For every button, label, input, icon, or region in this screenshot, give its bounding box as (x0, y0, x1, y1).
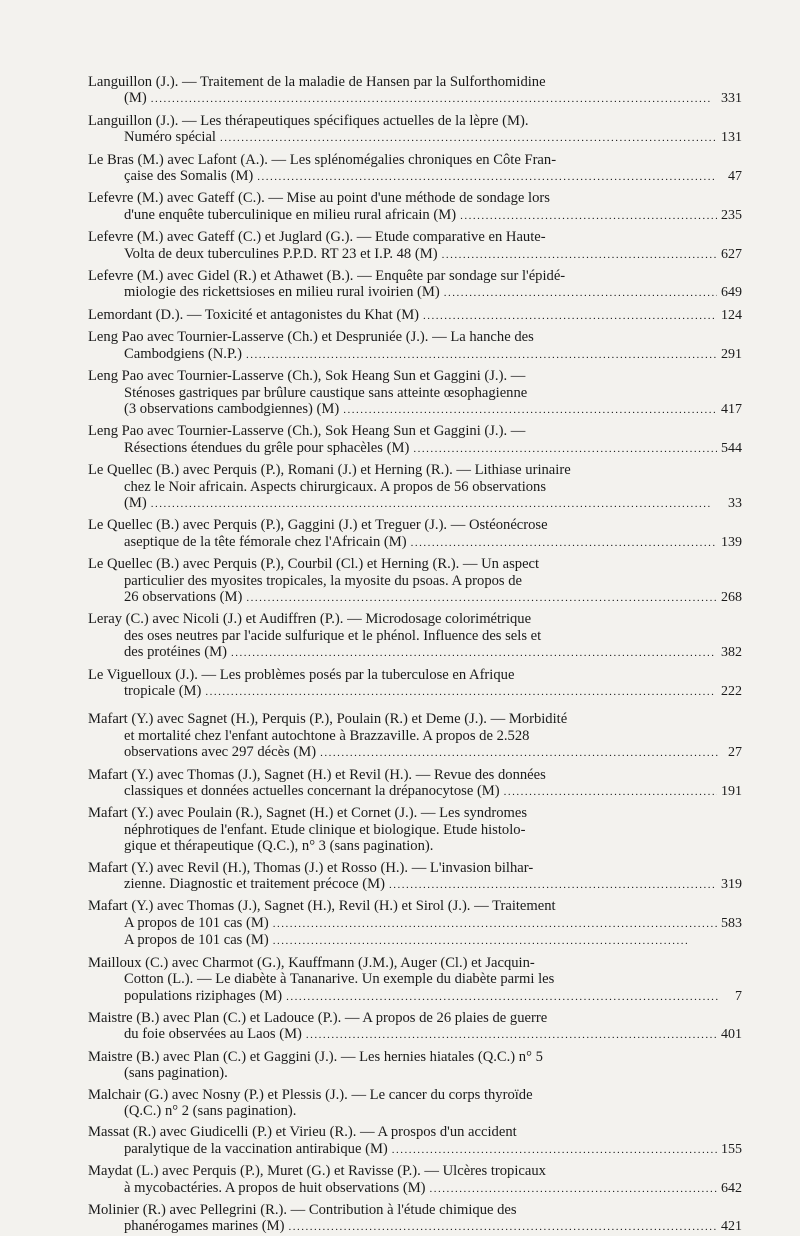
leader-dots (442, 247, 717, 263)
page-number: 155 (721, 1141, 742, 1157)
entry-last-line: (3 observations cambodgiennes) (M) ..... 417 (88, 401, 694, 418)
leader-dots (444, 285, 717, 301)
entry-last-line: A propos de 101 cas (M) ..... 583 (88, 915, 694, 932)
index-entry (88, 423, 742, 457)
page-number: 642 (721, 1180, 742, 1196)
entry-line: (sans pagination). (124, 1065, 228, 1082)
page-number: 47 (728, 169, 742, 185)
leader-dots (286, 989, 718, 1005)
page-number: 33 (728, 495, 742, 511)
entry-last-line: 26 observations (M) ..... 268 (88, 589, 694, 606)
index-entry (88, 611, 742, 661)
page-number: 131 (721, 130, 742, 146)
entry-last-line: paralytique de la vaccination antirabique (M) ..... 155 (88, 1141, 694, 1158)
index-entry (88, 306, 742, 324)
index-entry (88, 1049, 694, 1082)
index-entry (88, 666, 742, 701)
page-number: 291 (721, 346, 742, 362)
leader-dots (411, 535, 717, 551)
entry-line: Lefevre (M.) avec Gidel (R.) et Athawet (B.). — Enquête par sondage sur l'épidé- (88, 268, 566, 285)
page-number: 417 (721, 401, 742, 417)
index-entries (88, 74, 742, 1236)
entry-line: Mafart (Y.) avec Poulain (R.), Sagnet (H.) et Cornet (J.). — Les syndromes (88, 805, 528, 822)
index-entry (88, 1201, 742, 1236)
index-entry (88, 462, 742, 512)
entry-line: Le Viguelloux (J.). — Les problèmes posés par la tuberculose en Afrique (88, 666, 515, 683)
index-entry (88, 1087, 694, 1120)
entry-last-line: Résections étendues du grêle pour sphacèles (M) ..... 544 (88, 440, 694, 457)
leader-dots (151, 91, 712, 107)
leader-dots (205, 684, 714, 700)
index-entry (88, 151, 742, 186)
entry-line: Maistre (B.) avec Plan (C.) et Gaggini (J.). — Les hernies hiatales (Q.C.) n° 5 (88, 1048, 543, 1065)
entry-last-line: Lemordant (D.). — Toxicité et antagonistes du Khat (M) ..... 124 (88, 307, 694, 324)
leader-dots (231, 645, 715, 661)
entry-line: des oses neutres par l'acide sulfurique et le phénol. Influence des sels et (124, 627, 542, 644)
index-entry (88, 74, 742, 108)
leader-dots (320, 745, 719, 761)
entry-line: Le Quellec (B.) avec Perquis (P.), Romani (J.) et Herning (R.). — Lithiase urinaire (88, 462, 571, 479)
entry-last-line: Numéro spécial ..... 131 (88, 129, 694, 146)
entry-line: et mortalité chez l'enfant autochtone à Brazzaville. A propos de 2.528 (124, 727, 530, 744)
leader-dots (389, 877, 717, 893)
page-number: 627 (721, 246, 742, 262)
page-number: 421 (721, 1219, 742, 1235)
entry-last-line: phanérogames marines (M) ..... 421 (88, 1218, 694, 1235)
leader-dots (392, 1142, 717, 1158)
page-number: 268 (721, 589, 742, 605)
entry-last-line: miologie des rickettsioses en milieu rural ivoirien (M) ..... 649 (88, 284, 694, 301)
entry-line: chez le Noir africain. Aspects chirurgicaux. A propos de 56 observations (124, 478, 547, 495)
page-number: 222 (721, 684, 742, 699)
index-entry (88, 954, 742, 1005)
leader-dots (257, 169, 716, 185)
entry-line: Leng Pao avec Tournier-Lasserve (Ch.), Sok Heang Sun et Gaggini (J.). — (88, 423, 526, 440)
page-number: 382 (721, 645, 742, 661)
index-entry (88, 1124, 742, 1158)
index-entry (88, 556, 742, 606)
entry-line: Lefevre (M.) avec Gateff (C.) et Juglard (G.). — Etude comparative en Haute- (88, 229, 546, 246)
entry-last-line: du foie observées au Laos (M) ..... 401 (88, 1026, 694, 1043)
index-entry (88, 229, 742, 263)
index-entry (88, 517, 742, 551)
page-number: 124 (721, 307, 742, 323)
leader-dots (306, 1027, 717, 1043)
index-entry (88, 112, 742, 147)
leader-dots (151, 496, 712, 512)
entry-last-line: (M) ..... 331 (88, 90, 694, 107)
entry-line: Le Bras (M.) avec Lafont (A.). — Les splénomégalies chroniques en Côte Fran- (88, 151, 557, 168)
entry-line: Maistre (B.) avec Plan (C.) et Ladouce (P.). — A propos de 26 plaies de guerre (88, 1009, 548, 1026)
leader-dots (246, 590, 716, 606)
leader-dots (343, 402, 717, 418)
entry-line: Lefevre (M.) avec Gateff (C.). — Mise au point d'une méthode de sondage lors (88, 190, 550, 207)
index-entry (88, 1163, 742, 1197)
entry-line: Maydat (L.) avec Perquis (P.), Muret (G.) et Ravisse (P.). — Ulcères tropicaux (88, 1163, 546, 1180)
entry-line: Leray (C.) avec Nicoli (J.) et Audiffren (P.). — Microdosage colorimétrique (88, 611, 532, 628)
index-entry (88, 1009, 742, 1044)
entry-line: Mafart (Y.) avec Revil (H.), Thomas (J.) et Rosso (H.). — L'invasion bilhar- (88, 859, 534, 876)
index-entry (88, 766, 742, 801)
leader-dots (413, 441, 717, 457)
page-number: 544 (721, 440, 742, 456)
page-number: 649 (721, 285, 742, 301)
entry-line: Mafart (Y.) avec Thomas (J.), Sagnet (H.) et Revil (H.). — Revue des données (88, 766, 546, 783)
leader-dots (220, 130, 715, 146)
page-number: 191 (721, 784, 742, 800)
entry-line: Mafart (Y.) avec Sagnet (H.), Perquis (P.), Poulain (R.) et Deme (J.). — Morbidité (88, 711, 568, 728)
index-entry (88, 368, 742, 418)
entry-last-line: zienne. Diagnostic et traitement précoce (M) ..... 319 (88, 876, 694, 893)
index-entry (88, 268, 742, 302)
leader-dots (246, 347, 716, 363)
page-number: 7 (735, 988, 742, 1004)
page-number: 235 (721, 207, 742, 223)
entry-line: Leng Pao avec Tournier-Lasserve (Ch.) et Despruniée (J.). — La hanche des (88, 329, 534, 346)
entry-line: gique et thérapeutique (Q.C.), n° 3 (sans pagination). (124, 838, 434, 855)
leader-dots (288, 1219, 717, 1235)
entry-line: (Q.C.) n° 2 (sans pagination). (124, 1102, 297, 1119)
entry-line: Mailloux (C.) avec Charmot (G.), Kauffmann (J.M.), Auger (Cl.) et Jacquin- (88, 954, 535, 971)
page-number: 401 (721, 1027, 742, 1043)
leader-dots (430, 1181, 717, 1197)
entry-line: Le Quellec (B.) avec Perquis (P.), Gaggini (J.) et Treguer (J.). — Ostéonécrose (88, 517, 548, 534)
entry-last-line: çaise des Somalis (M) ..... 47 (88, 168, 694, 185)
entry-last-line: d'une enquête tuberculinique en milieu rural africain (M) ..... 235 (88, 207, 694, 224)
index-entry (88, 805, 694, 854)
leader-dots (460, 208, 717, 224)
entry-last-line: tropicale (M) ..... 222 (88, 683, 694, 700)
index-entry (88, 711, 742, 761)
index-entry: Mafart (Y.) avec Thomas (J.), Sagnet (H.), Revil (H.) et Sirol (J.). — Traitement A propos de 101 cas (M) ..... 583 A propos de 101 cas (M) ..... (88, 898, 694, 949)
page-number: 139 (721, 534, 742, 550)
entry-line: Languillon (J.). — Les thérapeutiques spécifiques actuelles de la lèpre (M). (88, 112, 529, 129)
page-number: 331 (721, 91, 742, 107)
entry-line: Molinier (R.) avec Pellegrini (R.). — Contribution à l'étude chimique des (88, 1201, 517, 1218)
entry-last-line: aseptique de la tête fémorale chez l'Africain (M) ..... 139 (88, 534, 694, 551)
entry-last-line: (M) ..... 33 (88, 495, 694, 512)
index-entry (88, 859, 742, 894)
page-number: 583 (721, 915, 742, 931)
page-number: 27 (728, 745, 742, 761)
index-entry (88, 190, 742, 224)
index-entry (88, 329, 742, 363)
leader-dots (423, 308, 717, 324)
entry-last-line: à mycobactéries. A propos de huit observations (M) ..... 642 (88, 1180, 694, 1197)
entry-last-line: des protéines (M) ..... 382 (88, 644, 694, 661)
entry-line: Sténoses gastriques par brûlure caustique sans atteinte œsophagienne (124, 384, 528, 401)
page-number: 319 (721, 877, 742, 893)
entry-line: Malchair (G.) avec Nosny (P.) et Plessis (J.). — Le cancer du corps thyroïde (88, 1086, 533, 1103)
entry-last-line: populations riziphages (M) ..... 7 (88, 988, 694, 1005)
entry-line: particulier des myosites tropicales, la myosite du psoas. A propos de (124, 572, 523, 589)
entry-last-line: observations avec 297 décès (M) ..... 27 (88, 744, 694, 761)
entry-line: Massat (R.) avec Giudicelli (P.) et Virieu (R.). — A prospos d'un accident (88, 1124, 517, 1141)
entry-line: néphrotiques de l'enfant. Etude clinique et biologique. Etude histolo- (124, 821, 526, 838)
entry-line: Leng Pao avec Tournier-Lasserve (Ch.), Sok Heang Sun et Gaggini (J.). — (88, 368, 526, 385)
entry-line: Cotton (L.). — Le diabète à Tananarive. Un exemple du diabète parmi les (124, 971, 555, 988)
entry-last-line: Volta de deux tuberculines P.P.D. RT 23 et I.P. 48 (M) ..... 627 (88, 246, 694, 263)
entry-line: Mafart (Y.) avec Thomas (J.), Sagnet (H.), Revil (H.) et Sirol (J.). — Traitement (88, 898, 556, 915)
entry-last-line: classiques et données actuelles concernant la drépanocytose (M) ..... 191 (88, 783, 694, 800)
entry-line: Le Quellec (B.) avec Perquis (P.), Courbil (Cl.) et Herning (R.). — Un aspect (88, 556, 540, 573)
leader-dots (504, 784, 717, 800)
entry-line: Languillon (J.). — Traitement de la maladie de Hansen par la Sulforthomidine (88, 74, 546, 90)
entry-last-line: Cambodgiens (N.P.) ..... 291 (88, 346, 694, 363)
